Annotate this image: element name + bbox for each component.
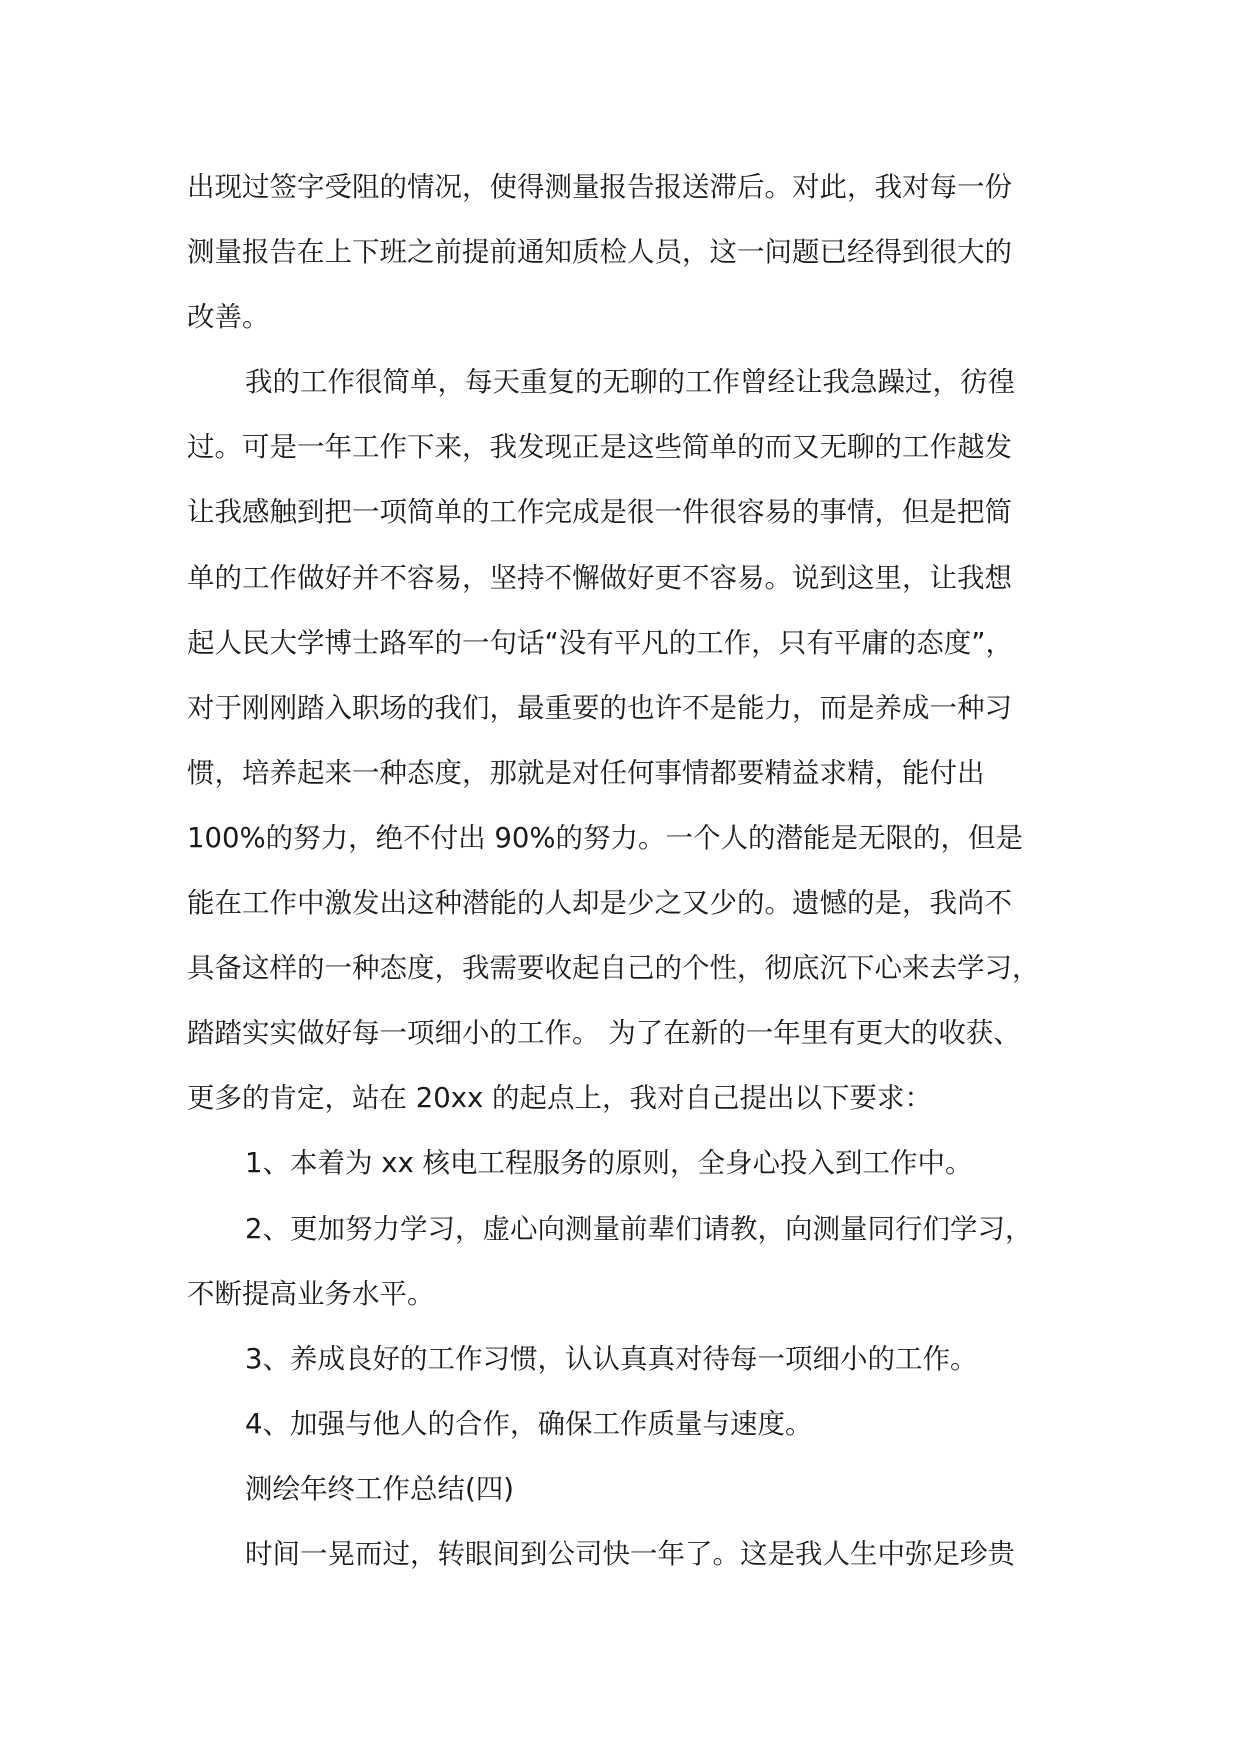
text-line: 改善。 [187, 301, 270, 334]
text-line: 100%的努力，绝不付出 90%的努力。一个人的潜能是无限的，但是 [187, 821, 1023, 854]
text-line: 过。可是一年工作下来，我发现正是这些简单的而又无聊的工作越发 [187, 431, 1012, 464]
text-line: 具备这样的一种态度，我需要收起自己的个性，彻底沉下心来去学习， [187, 952, 1040, 985]
text-line: 起人民大学博士路军的一句话“没有平凡的工作，只有平庸的态度”， [187, 626, 1013, 659]
text-line: 测量报告在上下班之前提前通知质检人员，这一问题已经得到很大的 [187, 236, 1012, 269]
text-line: 2、更加努力学习，虚心向测量前辈们请教，向测量同行们学习， [245, 1212, 1033, 1245]
text-line: 3、养成良好的工作习惯，认认真真对待每一项细小的工作。 [245, 1342, 978, 1375]
text-line: 1、本着为 xx 核电工程服务的原则，全身心投入到工作中。 [245, 1147, 973, 1180]
text-line: 能在工作中激发出这种潜能的人却是少之又少的。遗憾的是，我尚不 [187, 887, 1012, 920]
text-line: 让我感触到把一项简单的工作完成是很一件很容易的事情，但是把简 [187, 496, 1012, 529]
text-line: 我的工作很简单，每天重复的无聊的工作曾经让我急躁过，彷徨 [245, 366, 1015, 399]
text-line: 不断提高业务水平。 [187, 1277, 435, 1310]
text-line: 测绘年终工作总结(四) [245, 1472, 514, 1505]
text-line: 时间一晃而过，转眼间到公司快一年了。这是我人生中弥足珍贵 [245, 1537, 1015, 1570]
text-line: 单的工作做好并不容易，坚持不懈做好更不容易。说到这里，让我想 [187, 561, 1012, 594]
text-line: 4、加强与他人的合作，确保工作质量与速度。 [245, 1407, 813, 1440]
text-line: 更多的肯定，站在 20xx 的起点上，我对自己提出以下要求： [187, 1082, 933, 1115]
document-body [187, 155, 1067, 1587]
text-line: 惯，培养起来一种态度，那就是对任何事情都要精益求精，能付出 [187, 756, 985, 789]
text-line: 出现过签字受阻的情况，使得测量报告报送滞后。对此，我对每一份 [187, 171, 1012, 203]
text-line: 踏踏实实做好每一项细小的工作。 为了在新的一年里有更大的收获、 [187, 1017, 1021, 1050]
text-line: 对于刚刚踏入职场的我们，最重要的也许不是能力，而是养成一种习 [187, 691, 1012, 724]
